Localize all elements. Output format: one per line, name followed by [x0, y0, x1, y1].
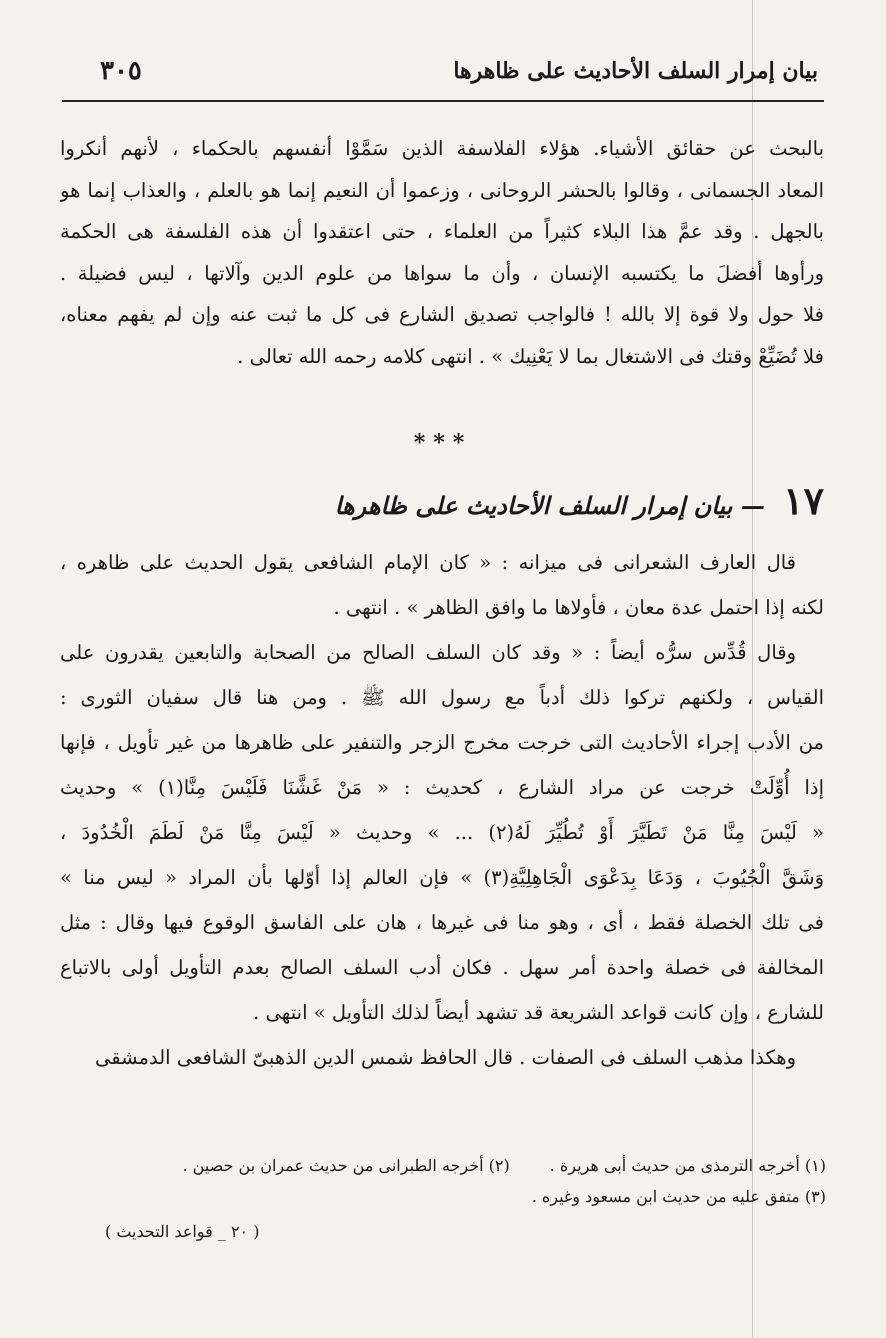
section-dash: — — [740, 491, 765, 520]
text-line: فى تلك الخصلة فقط ، أى ، وهو منا فى غيرها ، هان على الفاسق الوقوع فيها وقال : مثل — [60, 911, 824, 934]
text-line: فلا حول ولا قوة إلا بالله ! فالواجب تصديق الشارع فى كل ما ثبت عنه وإن لم يفهم معناه، — [60, 303, 824, 326]
text-line: وَشَقَّ الْجُيُوبَ ، وَدَعَا بِدَعْوَى الْجَاهِلِيَّةِ(٣) » فإن العالم إذا أوّلها بأن المراد « ليس منا » — [60, 866, 824, 889]
page-header — [62, 50, 824, 100]
text-line: بالجهل . وقد عمَّ هذا البلاء كثيراً من العلماء ، حتى اعتقدوا أن هذه الفلسفة هى الحكمة — [60, 220, 824, 243]
section-body — [60, 540, 824, 1080]
page-number: ٣٠٥ — [100, 56, 142, 86]
footnote-1: (١) أخرجه الترمذى من حديث أبى هريرة . — [549, 1156, 826, 1175]
text-line: وقال قُدِّس سرُّه أيضاً : « وقد كان السلف الصالح من الصحابة والتابعين يقدرون على — [60, 641, 796, 664]
footnote-row — [40, 1181, 826, 1212]
text-line: فلا تُضَيِّعْ وقتك فى الاشتغال بما لا يَعْنِيك » . انتهى كلامه رحمه الله تعالى . — [237, 344, 824, 368]
text-line: المعاد الجسمانى ، وقالوا بالحشر الروحانى ، وزعموا أن النعيم إنما هو بالعلم ، والعذاب إنما هو — [60, 178, 824, 202]
text-line: وهكذا مذهب السلف فى الصفات . قال الحافظ شمس الدين الذهبىّ الشافعى الدمشقى — [95, 1046, 796, 1069]
text-line: قال العارف الشعرانى فى ميزانه : « كان الإمام الشافعى يقول الحديث على ظاهره ، — [60, 551, 796, 574]
footnote-2: (٢) أخرجه الطبرانى من حديث عمران بن حصين . — [182, 1156, 510, 1175]
text-line: إذا أُوِّلَتْ خرجت عن مراد الشارع ، كحديث : « مَنْ غَشَّنَا فَلَيْسَ مِنَّا(١) » وحديث — [60, 776, 824, 799]
footnotes — [40, 1150, 826, 1212]
text-line: لكنه إذا احتمل عدة معان ، فأولاها ما وافق الظاهر » . انتهى . — [333, 596, 824, 619]
text-line: القياس ، ولكنهم تركوا ذلك أدباً مع رسول الله ﷺ . ومن هنا قال سفيان الثورى : — [60, 686, 824, 709]
footnote-3: (٣) متفق عليه من حديث ابن مسعود وغيره . — [531, 1187, 826, 1206]
header-rule — [62, 100, 824, 102]
text-line: من الأدب إجراء الأحاديث التى خرجت مخرج الزجر والتنفير على ظاهرها من غير تأويل ، فإنها — [60, 731, 824, 754]
signature-mark: ( ٢٠ _ قواعد التحديث ) — [105, 1222, 260, 1241]
running-title: بيان إمرار السلف الأحاديث على ظاهرها — [453, 58, 818, 84]
footnote-row — [40, 1150, 826, 1181]
text-line: بالبحث عن حقائق الأشياء. هؤلاء الفلاسفة الذين سَمَّوْا أنفسهم بالحكماء ، لأنهم أنكروا — [60, 137, 824, 160]
section-title: بيان إمرار السلف الأحاديث على ظاهرها — [334, 491, 733, 520]
text-line: « لَيْسَ مِنَّا مَنْ تَطَيَّرَ أَوْ تُطُيِّرَ لَهُ(٢) ... » وحديث « لَيْسَ مِنَّا مَنْ لَطَمَ الْخُدُودَ ، — [60, 821, 824, 844]
section-heading — [60, 478, 824, 523]
section-separator: *** — [413, 430, 473, 456]
text-line: المخالفة فى خصلة واحدة أمر سهل . فكان أدب السلف الصالح بعدم التأويل أولى بالاتباع — [60, 956, 824, 979]
text-line: ورأوها أفضلَ ما يكتسبه الإنسان ، وأن ما سواها من علوم الدين وآلاتها ، ليس فضيلة . — [60, 261, 824, 285]
paragraph-philosophy — [60, 128, 824, 377]
text-line: للشارع ، وإن كانت قواعد الشريعة قد تشهد أيضاً لذلك التأويل » انتهى . — [253, 1001, 824, 1024]
section-number: ١٧ — [783, 478, 824, 523]
